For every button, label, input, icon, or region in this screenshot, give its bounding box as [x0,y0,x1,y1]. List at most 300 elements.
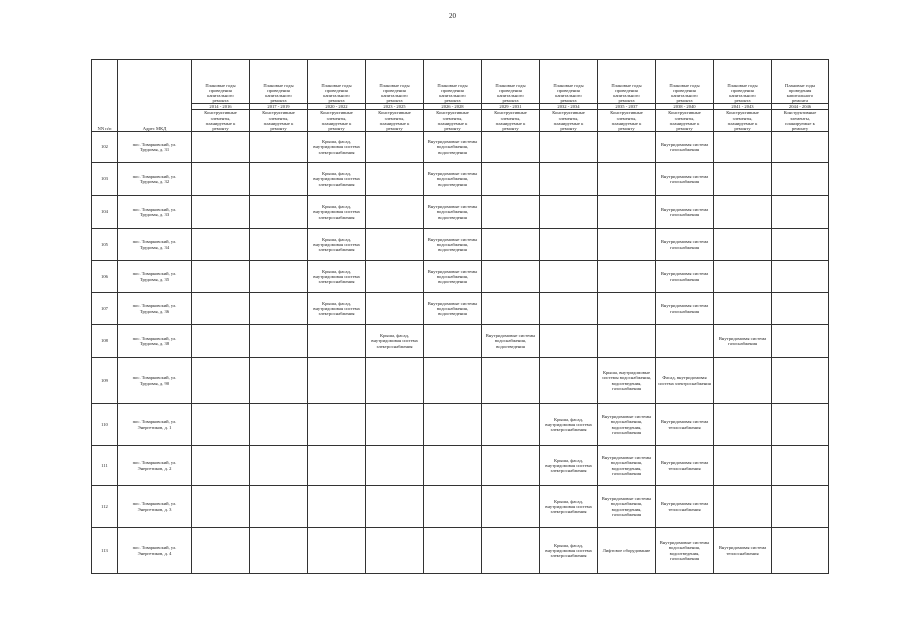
elements-subheader-line: Конструктивные [668,110,701,116]
elements-subheader [250,109,307,131]
period-title-line: Плановые годы [727,82,758,88]
period-range: 2035 - 2037 [598,103,655,109]
address-line: Трудовая, д. 32 [139,179,170,184]
elements-subheader-line: ремонту [791,125,809,131]
elements-subheader-line: ремонту [386,125,403,131]
repair-elements-cell [714,446,772,486]
period-range: 2020 - 2022 [308,103,365,109]
repair-elements-cell [598,132,656,163]
elements-subheader-line: планируемые к [785,120,815,126]
repair-elements-cell [366,261,424,293]
repair-elements-cell [714,486,772,528]
repair-elements-cell [308,325,366,358]
period-title-line: ремонта [676,98,693,104]
page-number: 20 [449,12,456,20]
repair-elements-cell [308,358,366,404]
repair-elements-cell: Крыша, фасад, внутридомовая система электроснабжения [308,293,366,325]
column-header-number: NN п/п [92,60,118,132]
repair-elements-cell [192,196,250,229]
period-title-line: капитального [439,93,466,99]
period-range: 2044 - 2046 [772,103,828,109]
repair-elements-cell [250,261,308,293]
period-title-line: капитального [786,93,814,99]
address-line: Трудовая, д. 36 [139,308,170,314]
elements-subheader-line: ремонту [444,125,461,131]
repair-elements-cell [772,358,829,404]
period-title-line: проведения [731,87,754,93]
table-row [92,196,829,229]
repair-elements-cell [714,196,772,229]
repair-elements-cell [482,163,540,196]
column-header-period [308,60,366,132]
column-header-period [482,60,540,132]
elements-subheader-line: Конструктивные [204,110,237,116]
elements-subheader-line: элементы, [442,115,463,121]
elements-subheader-line: Конструктивные [610,110,643,116]
repair-elements-cell [482,293,540,325]
repair-elements-cell [366,196,424,229]
repair-elements-cell [250,325,308,358]
elements-subheader-line: элементы, [732,115,753,121]
repair-elements-cell [714,163,772,196]
repair-elements-cell [366,528,424,574]
table-row [92,486,829,528]
row-number: 107 [92,293,118,325]
repair-elements-cell [250,163,308,196]
row-number: 112 [92,486,118,528]
repair-elements-cell [424,358,482,404]
repair-elements-cell: Крыша, фасад, внутридомовая система электроснабжения [308,163,366,196]
repair-elements-cell [540,229,598,261]
table-body [92,132,829,574]
elements-subheader-line: ремонту [734,125,751,131]
period-title-line: ремонта [734,98,751,104]
period-title-line: проведения [673,87,696,93]
repair-elements-cell [192,528,250,574]
period-range: 2041 - 2043 [714,103,771,109]
repair-elements-cell [308,404,366,446]
elements-subheader [308,109,365,131]
period-title-line: проведения [615,87,638,93]
repair-elements-cell [308,486,366,528]
repair-elements-cell [598,293,656,325]
repair-elements-cell [192,446,250,486]
repair-elements-cell [192,358,250,404]
period-title-line: капитального [613,93,640,99]
repair-elements-cell [540,163,598,196]
period-range: 2023 - 2025 [366,103,423,109]
period-title-line: ремонта [444,98,461,104]
period-title-line: проведения [209,87,232,93]
column-header-period [598,60,656,132]
repair-elements-cell [772,528,829,574]
repair-elements-cell: Внутридомовая система газоснабжения [656,163,714,196]
row-number: 111 [92,446,118,486]
elements-subheader-line: планируемые к [495,120,526,126]
repair-elements-cell [250,132,308,163]
address-line: Трудовая, д. 31 [139,147,170,152]
repair-elements-cell [250,446,308,486]
repair-elements-cell: Внутридомовая система теплоснабжения [656,446,714,486]
repair-elements-cell [772,132,829,163]
table-row [92,404,829,446]
repair-elements-cell: Крыша, фасад, внутридомовая система электроснабжения [540,404,598,446]
table-row [92,163,829,196]
address-line: Трудовая, д. 35 [139,276,170,282]
period-title-line: проведения [325,87,348,93]
elements-subheader [366,109,423,131]
address-line: пос. Товарковский, ул. [132,460,177,466]
period-title-line: проведения [557,87,580,93]
address-line: пос. Товарковский, ул. [132,271,177,277]
period-range: 2014 - 2016 [192,103,249,109]
period-title-line: Плановые годы [263,82,294,88]
repair-elements-cell [366,293,424,325]
repair-elements-cell: Крыша, фасад, внутридомовая система электроснабжения [540,486,598,528]
period-title-line: ремонта [386,98,403,104]
repair-elements-cell: Внутридомовые системы водоснабжения, водоотведения, газоснабжения [656,528,714,574]
elements-subheader-line: планируемые к [727,120,758,126]
repair-elements-cell [598,229,656,261]
row-address [118,325,192,358]
repair-elements-cell: Внутридомовые системы водоснабжения, водоотведения, газоснабжения [598,446,656,486]
repair-elements-cell [308,446,366,486]
repair-elements-cell [250,486,308,528]
row-address [118,229,192,261]
repair-elements-cell [772,446,829,486]
repair-elements-cell [424,528,482,574]
elements-subheader-line: планируемые к [437,120,468,126]
elements-subheader-line: Конструктивные [726,110,759,116]
period-title-line: капитального [265,93,292,99]
column-header-period [250,60,308,132]
period-title-line: ремонта [618,98,635,104]
repair-elements-cell: Крыша, фасад, внутридомовая система электроснабжения [540,446,598,486]
address-line: Трудовая, д. 33 [139,212,170,217]
period-title-line: проведения [383,87,406,93]
elements-subheader [598,109,655,131]
row-address [118,293,192,325]
repair-elements-cell [714,229,772,261]
repair-elements-cell [598,196,656,229]
elements-subheader-line: ремонту [270,125,287,131]
repair-elements-cell: Внутридомовые системы водоснабжения, водоотведения [424,196,482,229]
address-line: пос. Товарковский, ул. [132,303,177,309]
row-address [118,528,192,574]
repair-elements-cell: Внутридомовая система теплоснабжения [656,404,714,446]
elements-subheader-line: Конструктивные [262,110,295,116]
row-number: 102 [92,132,118,163]
period-title-line: Плановые годы [379,82,410,88]
repair-elements-cell: Внутридомовые системы водоснабжения, водоотведения [424,261,482,293]
repair-elements-cell: Внутридомовые системы водоснабжения, водоотведения [424,293,482,325]
elements-subheader-line: ремонту [328,125,345,131]
row-number: 106 [92,261,118,293]
period-title-line: капитального [497,93,524,99]
row-number: 104 [92,196,118,229]
repair-elements-cell [482,404,540,446]
elements-subheader [424,109,481,131]
repair-elements-cell [482,528,540,574]
period-title-line: Плановые годы [205,82,236,88]
period-range: 2032 - 2034 [540,103,597,109]
repair-elements-cell [366,358,424,404]
period-title-line: ремонта [328,98,345,104]
repair-elements-cell: Крыша, фасад, внутридомовая система электроснабжения [540,528,598,574]
period-title-line: проведения [267,87,290,93]
repair-elements-cell: Крыша, фасад, внутридомовая система электроснабжения [308,229,366,261]
repair-elements-cell [192,229,250,261]
elements-subheader [714,109,771,131]
row-number: 105 [92,229,118,261]
column-header-period [772,60,829,132]
elements-subheader-line: элементы, [210,115,231,121]
period-title-line: капитального [207,93,234,99]
elements-subheader [482,109,539,131]
period-title-line: ремонта [791,98,809,104]
elements-subheader-line: элементы, [384,115,405,121]
header-row [92,60,829,132]
period-title-line: капитального [381,93,408,99]
repair-elements-cell [598,325,656,358]
elements-subheader-line: планируемые к [263,120,294,126]
elements-subheader-line: элементы, [268,115,289,121]
repair-elements-cell [192,325,250,358]
repair-elements-cell [192,132,250,163]
elements-subheader-line: Конструктивные [494,110,527,116]
address-line: пос. Товарковский, ул. [132,335,177,341]
table-row [92,358,829,404]
table-row [92,229,829,261]
column-header-period [656,60,714,132]
repair-elements-cell [482,132,540,163]
repair-elements-cell [540,358,598,404]
period-title-line: ремонта [502,98,519,104]
elements-subheader-line: планируемые к [321,120,352,126]
column-header-period [192,60,250,132]
elements-subheader-line: планируемые к [205,120,236,126]
address-line: пос. Товарковский, ул. [132,206,177,212]
elements-subheader-line: ремонту [618,125,635,131]
repair-elements-cell [714,132,772,163]
table-row [92,325,829,358]
repair-elements-cell: Крыша, фасад, внутридомовая система электроснабжения [366,325,424,358]
repair-elements-cell [192,261,250,293]
row-address [118,404,192,446]
repair-elements-cell: Внутридомовая система газоснабжения [656,261,714,293]
repair-elements-cell [424,404,482,446]
repair-elements-cell [772,229,829,261]
address-line: Трудовая, д. 38 [139,341,170,346]
period-title-line: ремонта [212,98,229,104]
elements-subheader-line: Конструктивные [783,110,817,116]
repair-elements-cell: Крыша, внутридомовые системы водоснабжения, водоотведения, газоснабжения [598,358,656,404]
repair-elements-cell [192,163,250,196]
row-address [118,358,192,404]
elements-subheader-line: ремонту [560,125,577,131]
repair-elements-cell [366,486,424,528]
address-line: пос. Товарковский, ул. [132,141,177,147]
repair-elements-cell [250,358,308,404]
elements-subheader-line: элементы, [558,115,579,121]
row-number: 113 [92,528,118,574]
column-header-period [366,60,424,132]
table-row [92,446,829,486]
repair-elements-cell [308,528,366,574]
period-title-line: капитального [555,93,582,99]
capital-repair-plan-table [91,59,829,574]
address-line: Энергетиков, д. 3 [137,506,172,512]
repair-elements-cell: Внутридомовые системы водоснабжения, водоотведения [482,325,540,358]
column-header-period [424,60,482,132]
elements-subheader-line: Конструктивные [378,110,411,116]
period-title-line: Плановые годы [669,82,700,88]
repair-elements-cell [250,404,308,446]
repair-elements-cell [540,196,598,229]
column-header-address: Адрес МКД [118,60,192,132]
repair-elements-cell: Внутридомовая система газоснабжения [656,132,714,163]
elements-subheader-line: элементы, [674,115,695,121]
repair-elements-cell [540,293,598,325]
row-address [118,486,192,528]
elements-subheader-line: элементы, [500,115,521,121]
repair-elements-cell [714,358,772,404]
row-address [118,132,192,163]
repair-elements-cell: Фасад, внутридомовая система электроснабжения [656,358,714,404]
row-number: 108 [92,325,118,358]
address-line: пос. Товарковский, ул. [132,419,177,425]
period-title-line: капитального [323,93,350,99]
elements-subheader [656,109,713,131]
table-row [92,261,829,293]
repair-elements-cell [482,229,540,261]
table-row [92,132,829,163]
repair-elements-cell [192,486,250,528]
elements-subheader-line: планируемые к [611,120,642,126]
address-line: Трудовая, д. 34 [139,244,170,250]
repair-elements-cell: Крыша, фасад, внутридомовая система электроснабжения [308,132,366,163]
elements-subheader-line: Конструктивные [552,110,585,116]
repair-elements-cell [772,261,829,293]
repair-elements-cell: Внутридомовые системы водоснабжения, водоотведения, газоснабжения [598,486,656,528]
elements-subheader-line: ремонту [212,125,229,131]
elements-subheader-line: ремонту [676,125,693,131]
repair-elements-cell [192,404,250,446]
elements-subheader-line: элементы, [790,115,810,121]
period-title-line: Плановые годы [495,82,526,88]
repair-elements-cell: Внутридомовые системы водоснабжения, водоотведения [424,132,482,163]
column-header-period [540,60,598,132]
repair-elements-cell: Внутридомовая система газоснабжения [656,229,714,261]
period-title-line: капитального [671,93,698,99]
elements-subheader-line: элементы, [326,115,347,121]
period-range: 2026 - 2028 [424,103,481,109]
table-row [92,293,829,325]
address-line: пос. Товарковский, ул. [132,239,177,245]
repair-elements-cell: Внутридомовая система теплоснабжения [714,528,772,574]
repair-elements-cell [250,196,308,229]
address-line: Энергетиков, д. 2 [137,465,172,471]
repair-elements-cell [482,446,540,486]
row-address [118,261,192,293]
period-range: 2017 - 2019 [250,103,307,109]
repair-elements-cell [250,293,308,325]
repair-elements-cell [482,358,540,404]
table-row [92,528,829,574]
repair-elements-cell [540,261,598,293]
repair-elements-cell: Лифтовое оборудование [598,528,656,574]
elements-subheader-line: ремонту [502,125,519,131]
column-header-period [714,60,772,132]
repair-elements-cell [772,325,829,358]
address-line: пос. Товарковский, ул. [132,375,177,381]
repair-elements-cell [714,404,772,446]
elements-subheader-line: Конструктивные [436,110,469,116]
repair-elements-cell [250,229,308,261]
address-line: Энергетиков, д. 4 [137,550,172,556]
period-title-line: капитального [729,93,756,99]
elements-subheader-line: планируемые к [379,120,410,126]
period-range: 2029 - 2031 [482,103,539,109]
elements-subheader-line: элементы, [616,115,637,121]
repair-elements-cell [772,163,829,196]
address-line: Энергетиков, д. 1 [137,424,172,430]
period-title-line: проведения [788,87,812,93]
elements-subheader [192,109,249,131]
repair-elements-cell [540,132,598,163]
repair-elements-cell [366,163,424,196]
repair-elements-cell [250,528,308,574]
row-number: 109 [92,358,118,404]
repair-elements-cell [540,325,598,358]
repair-elements-cell [366,132,424,163]
period-title-line: ремонта [560,98,577,104]
period-title-line: проведения [441,87,464,93]
row-number: 103 [92,163,118,196]
repair-elements-cell [482,486,540,528]
repair-elements-cell: Внутридомовая система газоснабжения [656,293,714,325]
repair-elements-cell [482,261,540,293]
elements-subheader-line: Конструктивные [320,110,353,116]
repair-elements-cell [482,196,540,229]
elements-subheader-line: планируемые к [553,120,584,126]
repair-elements-cell [598,261,656,293]
repair-elements-cell [192,293,250,325]
address-line: пос. Товарковский, ул. [132,173,177,179]
address-line: Трудовая, д. 90 [139,380,170,386]
elements-subheader [540,109,597,131]
repair-elements-cell [656,325,714,358]
repair-elements-cell [598,163,656,196]
repair-elements-cell: Внутридомовая система газоснабжения [656,196,714,229]
elements-subheader [772,109,828,131]
repair-elements-cell [772,404,829,446]
repair-elements-cell: Внутридомовая система теплоснабжения [656,486,714,528]
period-title-line: Плановые годы [437,82,468,88]
repair-elements-cell [714,293,772,325]
repair-elements-cell [772,486,829,528]
repair-elements-cell [424,446,482,486]
row-address [118,163,192,196]
address-line: пос. Товарковский, ул. [132,545,177,551]
row-address [118,196,192,229]
repair-elements-cell [772,196,829,229]
period-title-line: проведения [499,87,522,93]
repair-elements-cell: Внутридомовые системы водоснабжения, водоотведения, газоснабжения [598,404,656,446]
address-line: пос. Товарковский, ул. [132,501,177,507]
repair-elements-cell: Внутридомовые системы водоснабжения, водоотведения [424,229,482,261]
repair-elements-cell [714,261,772,293]
